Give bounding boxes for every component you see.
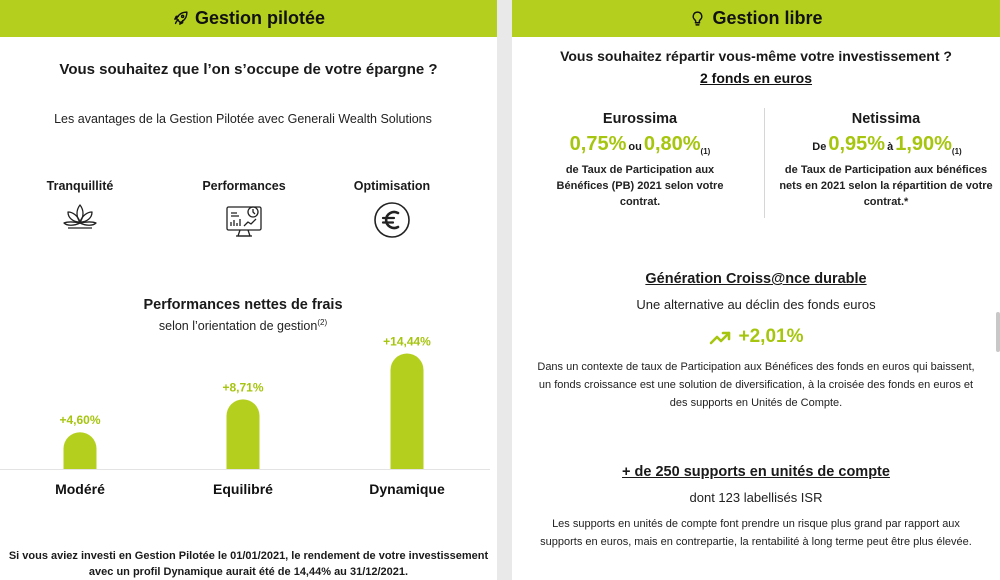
lotus-icon bbox=[60, 201, 100, 235]
performances-subtitle bbox=[0, 318, 486, 333]
footnote-ref: (1) bbox=[700, 147, 711, 156]
fund-rate: 0,80% bbox=[643, 133, 701, 155]
desc-line: de Taux de Participation aux bbox=[565, 164, 715, 176]
fund-eurossima bbox=[530, 111, 750, 210]
para-line: un fonds croissance est une solution de diversification, à la croisée des fonds en euros et bbox=[538, 379, 974, 391]
para-line: Les supports en unités de compte font prendre un risque plus grand par rapport aux bbox=[552, 518, 960, 530]
disclaimer-line: avec un profil Dynamique aurait été de 14,44% au 31/12/2021. bbox=[88, 566, 409, 578]
category-label-1: Equilibré bbox=[213, 481, 273, 497]
desc-line: nets en 2021 selon la répartition de votre bbox=[779, 180, 993, 192]
pilotee-question: Vous souhaitez que l’on s’occupe de votre épargne ? bbox=[59, 61, 438, 78]
category-label-2: Dynamique bbox=[369, 481, 445, 497]
fund-divider bbox=[764, 108, 765, 218]
disclaimer bbox=[0, 548, 497, 580]
croissance-perf-value: +2,01% bbox=[738, 326, 804, 347]
feature-label: Tranquillité bbox=[46, 179, 114, 193]
trend-up-icon bbox=[709, 329, 731, 345]
desc-line: Bénéfices (PB) 2021 selon votre bbox=[556, 180, 724, 192]
fund-description bbox=[530, 162, 750, 210]
advantages-text: Les avantages de la Gestion Pilotée avec Generali Wealth Solutions bbox=[54, 112, 432, 126]
gestion-pilotee-panel bbox=[0, 0, 497, 580]
feature-optimisation bbox=[322, 179, 462, 239]
fund-rate: 0,75% bbox=[569, 133, 627, 155]
croissance-description bbox=[532, 358, 980, 412]
bar-0 bbox=[64, 432, 97, 469]
fund-rate: 1,90% bbox=[895, 133, 952, 155]
desc-line: contrat.* bbox=[863, 196, 909, 208]
fund-rates bbox=[776, 129, 996, 162]
subtitle-text: selon l’orientation de gestion bbox=[158, 319, 318, 334]
performance-bar-chart bbox=[0, 335, 497, 505]
lightbulb-icon bbox=[689, 10, 706, 27]
para-line: supports en euros, mais en contrepartie, la rentabilité à long terme peut être plus élevée. bbox=[540, 536, 972, 548]
bar-2 bbox=[391, 353, 424, 469]
croissance-subtitle: Une alternative au déclin des fonds euros bbox=[636, 297, 876, 312]
rate-prefix: De bbox=[812, 141, 827, 153]
desc-line: de Taux de Participation aux bénéfices bbox=[784, 164, 988, 176]
data-label-2: +14,44% bbox=[383, 335, 431, 349]
fund-name: Netissima bbox=[851, 111, 921, 127]
category-label-0: Modéré bbox=[55, 481, 105, 497]
disclaimer-line: Si vous aviez investi en Gestion Pilotée le 01/01/2021, le rendement de votre investissement bbox=[8, 550, 489, 562]
euro-icon bbox=[373, 201, 411, 239]
gestion-libre-panel bbox=[512, 0, 1000, 580]
para-line: des supports en Unités de Compte. bbox=[669, 397, 843, 409]
rate-connector: à bbox=[887, 141, 894, 153]
panel-title: Gestion pilotée bbox=[194, 8, 326, 28]
panel-title: Gestion libre bbox=[712, 8, 823, 28]
supports-description bbox=[532, 515, 980, 551]
feature-performances bbox=[174, 179, 314, 241]
fund-name: Eurossima bbox=[602, 111, 678, 127]
supports-subtitle: dont 123 labellisés ISR bbox=[689, 490, 823, 505]
gestion-libre-header bbox=[512, 0, 1000, 37]
feature-label: Performances bbox=[202, 179, 286, 193]
desc-line: contrat. bbox=[619, 196, 661, 208]
croissance-title[interactable]: Génération Croiss@nce durable bbox=[645, 271, 867, 287]
footnote-ref: (1) bbox=[951, 147, 962, 156]
fund-rates bbox=[530, 129, 750, 162]
footnote-ref: (2) bbox=[317, 318, 328, 327]
supports-title[interactable]: + de 250 supports en unités de compte bbox=[622, 464, 890, 480]
scrollbar-thumb[interactable] bbox=[996, 312, 1000, 352]
funds-euros-link[interactable]: 2 fonds en euros bbox=[699, 70, 813, 86]
croissance-performance bbox=[512, 326, 1000, 348]
fund-rate: 0,95% bbox=[828, 133, 886, 155]
fund-netissima bbox=[776, 111, 996, 210]
para-line: Dans un contexte de taux de Participation aux Bénéfices des fonds en euros qui baissent, bbox=[537, 361, 975, 373]
gestion-pilotee-header bbox=[0, 0, 497, 37]
data-label-0: +4,60% bbox=[59, 413, 101, 428]
monitor-chart-icon bbox=[224, 201, 264, 241]
feature-tranquillite bbox=[10, 179, 150, 235]
feature-label: Optimisation bbox=[353, 179, 431, 193]
rocket-icon bbox=[172, 10, 189, 27]
rate-connector: ou bbox=[628, 141, 642, 153]
fund-description bbox=[776, 162, 996, 210]
libre-question: Vous souhaitez répartir vous-même votre investissement ? bbox=[560, 48, 952, 64]
bar-1 bbox=[227, 399, 260, 469]
performances-title: Performances nettes de frais bbox=[143, 297, 343, 313]
data-label-1: +8,71% bbox=[222, 380, 264, 395]
